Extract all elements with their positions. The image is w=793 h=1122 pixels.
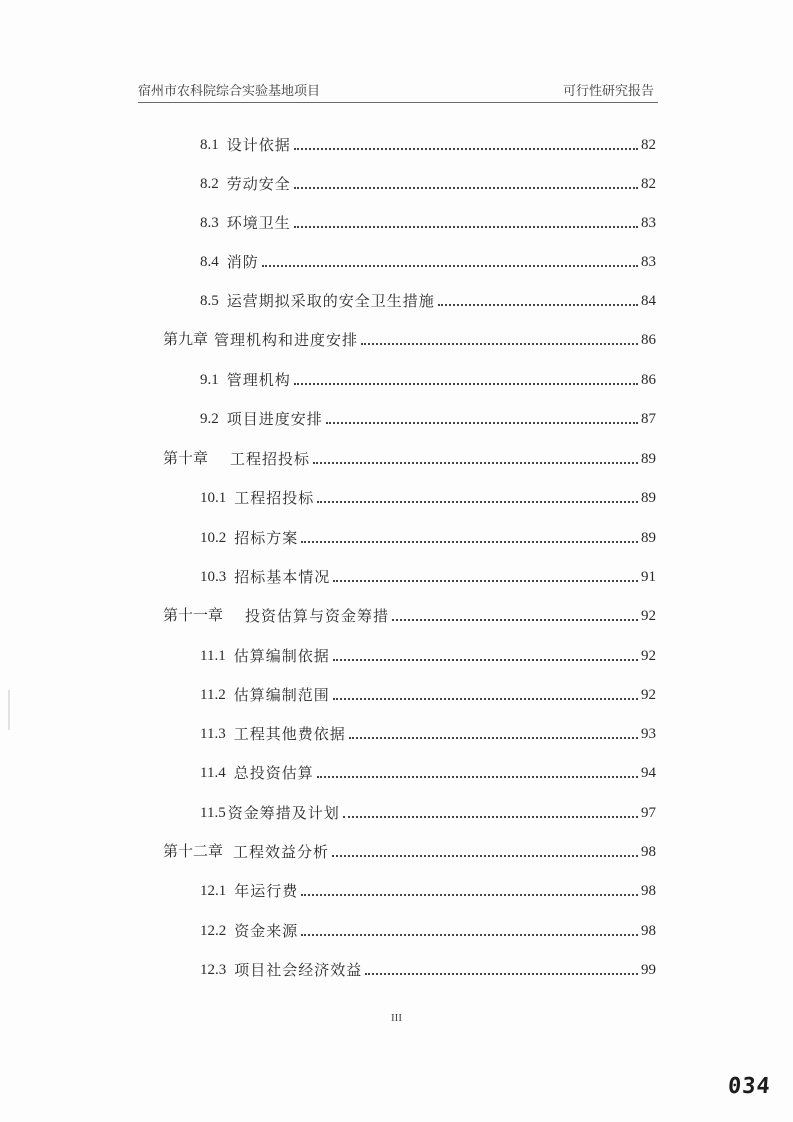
toc-entry-10-2[interactable] <box>200 522 656 548</box>
toc-title: 资金来源 <box>234 922 299 940</box>
toc-leader-dots <box>294 383 638 385</box>
toc-leader-dots <box>301 894 638 896</box>
header-project-name: 宿州市农科院综合实验基地项目 <box>138 84 321 99</box>
toc-page-number: 82 <box>641 176 656 192</box>
toc-page-number: 82 <box>641 137 656 153</box>
toc-page-number: 93 <box>641 726 656 742</box>
toc-title: 工程招投标 <box>230 450 311 468</box>
toc-page-number: 86 <box>641 372 656 388</box>
toc-number: 11.1 <box>200 648 226 664</box>
toc-entry-8-4[interactable] <box>200 246 656 272</box>
toc-title: 工程招投标 <box>234 489 315 507</box>
toc-entry-11-3[interactable] <box>200 718 656 744</box>
toc-leader-dots <box>333 698 638 700</box>
toc-number: 10.2 <box>200 530 227 546</box>
handwritten-sheet-number: 034 <box>727 1074 772 1099</box>
toc-page-number: 83 <box>641 254 656 270</box>
toc-chapter-label: 第十二章 <box>163 844 224 860</box>
toc-entry-9-2[interactable] <box>200 403 656 429</box>
toc-page-number: 98 <box>641 844 656 860</box>
toc-title: 劳动安全 <box>226 175 291 193</box>
toc-leader-dots <box>317 776 638 778</box>
toc-entry-chapter-12[interactable] <box>163 836 656 862</box>
toc-entry-8-3[interactable] <box>200 207 656 233</box>
page-footer <box>0 1012 793 1024</box>
toc-entry-11-4[interactable] <box>200 757 656 783</box>
toc-title: 估算编制依据 <box>233 647 330 665</box>
toc-number: 11.3 <box>200 726 226 742</box>
toc-entry-10-3[interactable] <box>200 561 656 587</box>
toc-number: 12.3 <box>200 962 227 978</box>
toc-page-number: 84 <box>641 293 656 309</box>
toc-chapter-label: 第九章 <box>163 332 209 348</box>
toc-entry-8-1[interactable] <box>200 129 656 155</box>
toc-title: 工程其他费依据 <box>233 725 346 743</box>
toc-title: 管理机构和进度安排 <box>214 331 359 349</box>
toc-leader-dots <box>313 462 638 464</box>
toc-title: 估算编制范围 <box>233 686 330 704</box>
toc-entry-9-1[interactable] <box>200 364 656 390</box>
toc-page-number: 92 <box>641 648 656 664</box>
scan-edge-mark <box>8 690 10 730</box>
toc-leader-dots <box>301 934 638 936</box>
toc-entry-chapter-10[interactable] <box>163 443 656 469</box>
toc-leader-dots <box>343 816 638 818</box>
toc-entry-chapter-11[interactable] <box>163 600 656 626</box>
toc-title: 招标基本情况 <box>234 568 331 586</box>
toc-entry-8-5[interactable] <box>200 285 656 311</box>
toc-leader-dots <box>262 265 638 267</box>
toc-number: 8.3 <box>200 215 219 231</box>
toc-title: 项目社会经济效益 <box>234 961 363 979</box>
toc-entry-11-5[interactable] <box>200 797 656 823</box>
toc-title: 投资估算与资金筹措 <box>245 607 390 625</box>
toc-page-number: 92 <box>641 687 656 703</box>
toc-entry-11-1[interactable] <box>200 640 656 666</box>
toc-page-number: 89 <box>641 490 656 506</box>
toc-title: 环境卫生 <box>226 214 291 232</box>
toc-page-number: 89 <box>641 530 656 546</box>
toc-leader-dots <box>333 580 638 582</box>
toc-page-number: 91 <box>641 569 656 585</box>
toc-leader-dots <box>365 973 638 975</box>
toc-page-number: 98 <box>641 923 656 939</box>
toc-number: 11.5 <box>200 805 226 821</box>
toc-title: 消防 <box>226 253 259 271</box>
toc-page-number: 97 <box>641 805 656 821</box>
toc-entry-chapter-9[interactable] <box>163 324 656 350</box>
toc-title: 设计依据 <box>226 136 291 154</box>
header-report-type: 可行性研究报告 <box>562 84 654 99</box>
toc-title: 总投资估算 <box>233 764 314 782</box>
toc-leader-dots <box>294 226 638 228</box>
toc-leader-dots <box>294 187 638 189</box>
toc-number: 11.4 <box>200 765 226 781</box>
toc-leader-dots <box>326 422 638 424</box>
toc-leader-dots <box>301 541 638 543</box>
toc-entry-12-2[interactable] <box>200 915 656 941</box>
toc-entry-12-3[interactable] <box>200 954 656 980</box>
toc-number: 12.1 <box>200 883 227 899</box>
footer-page-number: III <box>391 1012 402 1024</box>
toc-page-number: 87 <box>641 411 656 427</box>
page-header <box>138 78 658 103</box>
toc-page-number: 89 <box>641 451 656 467</box>
toc-leader-dots <box>349 737 638 739</box>
toc-number: 9.1 <box>200 372 219 388</box>
toc-number: 10.3 <box>200 569 227 585</box>
toc-page-number: 83 <box>641 215 656 231</box>
toc-entry-11-2[interactable] <box>200 679 656 705</box>
toc-title: 资金筹措及计划 <box>227 804 340 822</box>
toc-entry-10-1[interactable] <box>200 482 656 508</box>
toc-page-number: 94 <box>641 765 656 781</box>
toc-leader-dots <box>392 619 638 621</box>
toc-number: 8.1 <box>200 137 219 153</box>
toc-leader-dots <box>438 304 638 306</box>
toc-title: 年运行费 <box>234 882 299 900</box>
toc-leader-dots <box>361 343 638 345</box>
toc-leader-dots <box>317 501 638 503</box>
toc-leader-dots <box>294 148 638 150</box>
toc-number: 10.1 <box>200 490 227 506</box>
toc-number: 8.5 <box>200 293 219 309</box>
toc-page-number: 92 <box>641 608 656 624</box>
toc-title: 工程效益分析 <box>233 843 330 861</box>
toc-leader-dots <box>332 855 638 857</box>
toc-entry-8-2[interactable] <box>200 168 656 194</box>
toc-page-number: 98 <box>641 883 656 899</box>
toc-number: 8.2 <box>200 176 219 192</box>
toc-title: 招标方案 <box>234 529 299 547</box>
toc-page-number: 86 <box>641 332 656 348</box>
toc-leader-dots <box>333 659 638 661</box>
toc-number: 11.2 <box>200 687 226 703</box>
toc-number: 9.2 <box>200 411 219 427</box>
toc-number: 8.4 <box>200 254 219 270</box>
toc-number: 12.2 <box>200 923 227 939</box>
toc-title: 项目进度安排 <box>226 410 323 428</box>
toc-chapter-label: 第十一章 <box>163 608 224 624</box>
toc-title: 管理机构 <box>226 371 291 389</box>
toc-page-number: 99 <box>641 962 656 978</box>
toc-chapter-label: 第十章 <box>163 451 209 467</box>
toc-title: 运营期拟采取的安全卫生措施 <box>226 292 435 310</box>
toc-entry-12-1[interactable] <box>200 875 656 901</box>
